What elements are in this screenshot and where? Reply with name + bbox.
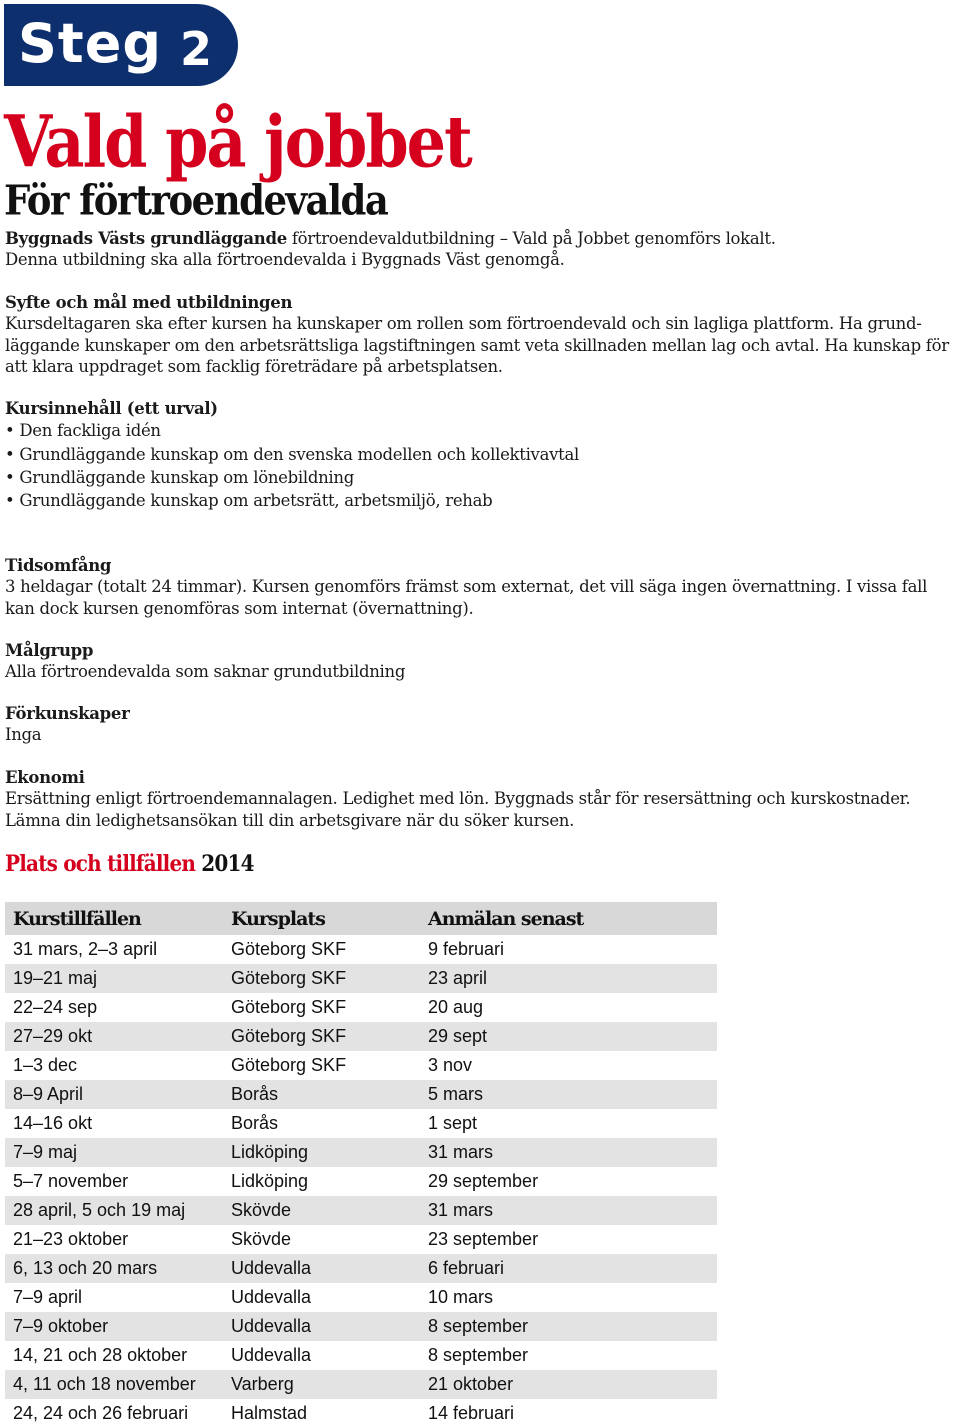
date-cell: 14, 21 och 28 oktober: [13, 1345, 188, 1365]
location-cell: Borås: [223, 1080, 420, 1109]
deadline-cell: 20 aug: [428, 997, 484, 1017]
deadline-cell: 31 mars: [420, 1138, 717, 1167]
syfte-heading: Syfte och mål med utbildningen: [5, 293, 293, 312]
deadline-cell: 6 februari: [420, 1254, 717, 1283]
deadline-cell: 8 september: [420, 1312, 717, 1341]
location-cell: Lidköping: [231, 1171, 309, 1191]
deadline-cell: 29 sept: [420, 1022, 717, 1051]
table-row: [5, 1109, 717, 1138]
table-row: [5, 935, 717, 964]
intro-paragraph: [5, 228, 960, 271]
table-row: [5, 1051, 717, 1080]
location-cell: Skövde: [223, 1196, 420, 1225]
table-header-row: [5, 902, 717, 935]
forkunskaper-heading: Förkunskaper: [5, 704, 130, 723]
location-cell: Göteborg SKF: [231, 1055, 347, 1075]
date-cell: 24, 24 och 26 februari: [13, 1403, 189, 1423]
table-row: [5, 1341, 717, 1370]
plats-heading-label: Plats och tillfällen: [5, 850, 196, 877]
table-row: [5, 993, 717, 1022]
table-row: [5, 1022, 717, 1051]
deadline-cell: 21 oktober: [420, 1370, 717, 1399]
location-cell: Skövde: [231, 1229, 292, 1249]
location-cell: Halmstad: [231, 1403, 308, 1423]
date-cell: 28 april, 5 och 19 maj: [5, 1196, 223, 1225]
page-title: Vald på jobbet: [4, 100, 471, 184]
ekonomi-heading: Ekonomi: [5, 768, 85, 787]
tidsomfang-section: [5, 555, 960, 619]
deadline-cell: 31 mars: [420, 1196, 717, 1225]
location-cell: Borås: [231, 1113, 279, 1133]
location-cell: Göteborg SKF: [223, 1022, 420, 1051]
date-cell: 8–9 April: [5, 1080, 223, 1109]
table-row: [5, 1312, 717, 1341]
date-cell: 4, 11 och 18 november: [5, 1370, 223, 1399]
table-row: [5, 1138, 717, 1167]
table-row: [5, 1370, 717, 1399]
location-cell: Varberg: [223, 1370, 420, 1399]
syfte-text: Kursdeltagaren ska efter kursen ha kunskaper om rollen som förtroendevald och sin lagliga plattform. Ha grund-läggande kunskaper om den arbetsrättsliga lagstiftningen samt veta skillnaden mellan lag och avtal. Ha kunskap för att klara uppdraget som facklig företrädare på arbetsplatsen.: [5, 314, 949, 376]
schedule-table: [5, 902, 717, 1428]
location-cell: Uddevalla: [223, 1312, 420, 1341]
tidsomfang-text: 3 heldagar (totalt 24 timmar). Kursen genomförs främst som externat, det vill säga ingen övernattning. I vissa fall kan dock kursen genomföras som internat (övernattning).: [5, 577, 928, 618]
date-cell: 22–24 sep: [13, 997, 98, 1017]
malgrupp-section: [5, 640, 960, 683]
location-cell: Uddevalla: [231, 1345, 312, 1365]
intro-rest: förtroendevaldutbildning – Vald på Jobbet genomförs lokalt.: [286, 229, 776, 248]
intro-bold: Byggnads Västs grundläggande: [5, 229, 287, 248]
deadline-cell: 3 nov: [428, 1055, 473, 1075]
date-cell: 5–7 november: [13, 1171, 129, 1191]
deadline-cell: 14 februari: [428, 1403, 515, 1423]
forkunskaper-text: Inga: [5, 725, 42, 745]
ekonomi-text: Ersättning enligt förtroendemannalagen. Ledighet med lön. Byggnads står för resersättning och kurskostnader. Lämna din ledighetsansökan till din arbetsgivare när du söker kursen.: [5, 789, 911, 830]
date-cell: 14–16 okt: [13, 1113, 93, 1133]
kursinnehall-section: [5, 398, 960, 512]
column-header: Kurstillfällen: [5, 902, 223, 935]
date-cell: 19–21 maj: [5, 964, 223, 993]
deadline-cell: 23 april: [420, 964, 717, 993]
deadline-cell: 23 september: [428, 1229, 539, 1249]
location-cell: Uddevalla: [223, 1254, 420, 1283]
plats-heading: [5, 850, 254, 876]
location-cell: Uddevalla: [231, 1287, 312, 1307]
table-row: [5, 1399, 717, 1428]
list-item: • Den fackliga idén: [5, 421, 161, 441]
plats-heading-year: 2014: [195, 850, 254, 877]
kursinnehall-heading: Kursinnehåll (ett urval): [5, 399, 218, 418]
page-subtitle: För förtroendevalda: [4, 176, 388, 225]
location-cell: Göteborg SKF: [231, 939, 347, 959]
step-badge-word: Steg: [18, 12, 162, 75]
intro-line2: Denna utbildning ska alla förtroendevalda i Byggnads Väst genomgå.: [5, 250, 565, 270]
table-row: [5, 1080, 717, 1109]
deadline-cell: 9 februari: [428, 939, 505, 959]
location-cell: Lidköping: [223, 1138, 420, 1167]
step-badge-number: 2: [180, 22, 213, 76]
location-cell: Göteborg SKF: [231, 997, 347, 1017]
forkunskaper-section: [5, 703, 960, 746]
deadline-cell: 29 september: [428, 1171, 539, 1191]
list-item: • Grundläggande kunskap om lönebildning: [5, 467, 354, 487]
date-cell: 7–9 april: [13, 1287, 83, 1307]
date-cell: 6, 13 och 20 mars: [5, 1254, 223, 1283]
table-row: [5, 1196, 717, 1225]
table-row: [5, 1225, 717, 1254]
malgrupp-heading: Målgrupp: [5, 641, 94, 660]
date-cell: 21–23 oktober: [13, 1229, 129, 1249]
syfte-section: [5, 292, 960, 377]
deadline-cell: 8 september: [428, 1345, 529, 1365]
malgrupp-text: Alla förtroendevalda som saknar grundutbildning: [5, 662, 406, 682]
table-row: [5, 1283, 717, 1312]
table-row: [5, 1167, 717, 1196]
column-header: Anmälan senast: [420, 902, 717, 935]
location-cell: Göteborg SKF: [223, 964, 420, 993]
column-header: Kursplats: [223, 902, 420, 935]
table-row: [5, 1254, 717, 1283]
list-item: • Grundläggande kunskap om arbetsrätt, arbetsmiljö, rehab: [5, 491, 493, 511]
date-cell: 27–29 okt: [5, 1022, 223, 1051]
tidsomfang-heading: Tidsomfång: [5, 556, 112, 575]
step-badge: [4, 4, 238, 86]
deadline-cell: 10 mars: [428, 1287, 494, 1307]
date-cell: 7–9 oktober: [5, 1312, 223, 1341]
schedule-table-body: [5, 935, 717, 1428]
date-cell: 7–9 maj: [5, 1138, 223, 1167]
table-row: [5, 964, 717, 993]
list-item: • Grundläggande kunskap om den svenska modellen och kollektivavtal: [5, 444, 579, 464]
date-cell: 1–3 dec: [13, 1055, 78, 1075]
deadline-cell: 1 sept: [428, 1113, 478, 1133]
ekonomi-section: [5, 767, 960, 831]
deadline-cell: 5 mars: [420, 1080, 717, 1109]
date-cell: 31 mars, 2–3 april: [13, 939, 158, 959]
